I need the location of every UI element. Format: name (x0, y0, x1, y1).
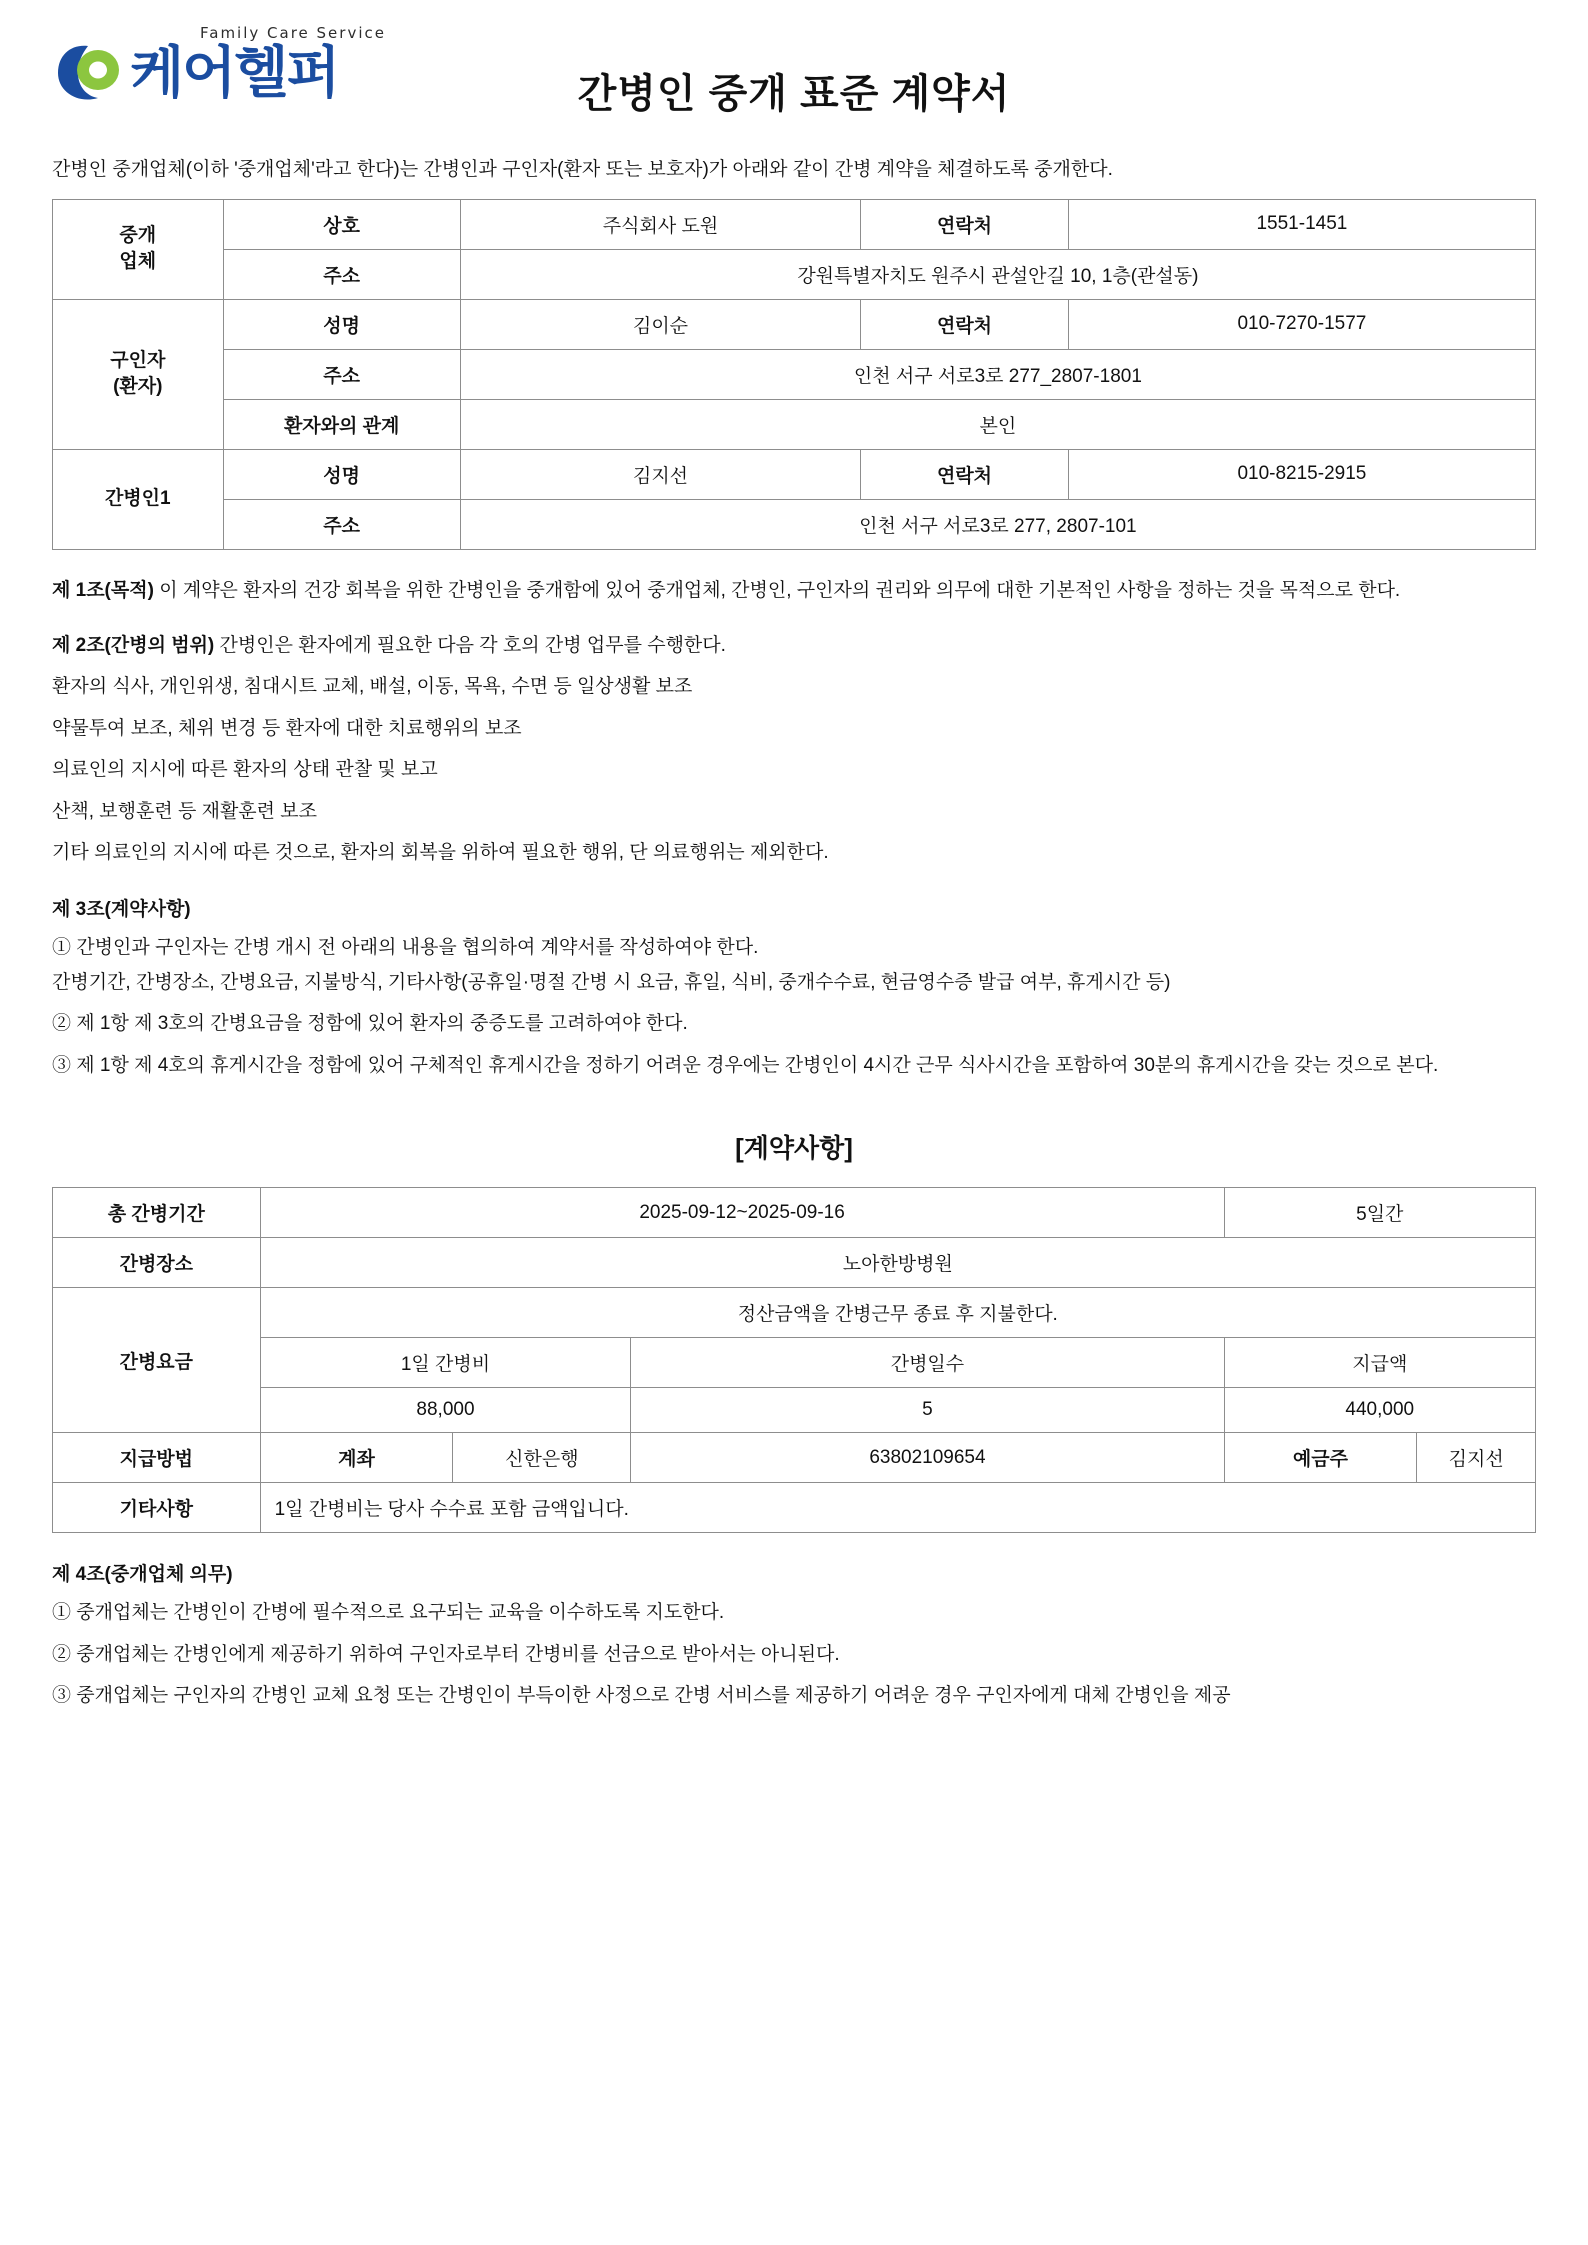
fee-value-total: 440,000 (1224, 1388, 1535, 1433)
period-value: 2025-09-12~2025-09-16 (260, 1188, 1224, 1238)
fee-header-days: 간병일수 (631, 1338, 1224, 1388)
table-row (53, 399, 1536, 449)
holder-name: 김지선 (1417, 1433, 1536, 1483)
article-2 (52, 631, 1536, 660)
article-3-title: 제 3조(계약사항) (52, 898, 191, 920)
table-row (53, 349, 1536, 399)
caregiver-name-value: 김지선 (460, 449, 860, 499)
caregiver-contact-value: 010-8215-2915 (1068, 449, 1535, 499)
table-row (53, 1188, 1536, 1238)
article-4-title: 제 4조(중개업체 의무) (52, 1564, 233, 1586)
article-2-title: 제 2조(간병의 범위) (52, 634, 215, 656)
client-address-value: 인천 서구 서로3로 277_2807-1801 (460, 349, 1535, 399)
agency-name-label: 상호 (223, 199, 460, 249)
caregiver-address-label: 주소 (223, 499, 460, 549)
agency-name-value: 주식회사 도원 (460, 199, 860, 249)
article-2-item-4: 산책, 보행훈련 등 재활훈련 보조 (52, 800, 317, 822)
client-name-value: 김이순 (460, 299, 860, 349)
article-1-title: 제 1조(목적) (52, 579, 154, 601)
caregiver-side-label: 간병인1 (53, 449, 224, 549)
document-header (52, 18, 1536, 130)
article-1-body: 이 계약은 환자의 건강 회복을 위한 간병인을 중개함에 있어 중개업체, 간병인, 구인자의 권리와 의무에 대한 기본적인 사항을 정하는 것을 목적으로 한다. (153, 579, 1401, 601)
article-2-item-5: 기타 의료인의 지시에 따른 것으로, 환자의 회복을 위하여 필요한 행위, 단 의료행위는 제외한다. (52, 842, 829, 864)
fee-header-daily: 1일 간병비 (260, 1338, 631, 1388)
article-2-item-2: 약물투여 보조, 체위 변경 등 환자에 대한 치료행위의 보조 (52, 717, 522, 739)
table-row (53, 499, 1536, 549)
pay-label: 지급방법 (53, 1433, 261, 1483)
table-row (53, 299, 1536, 349)
fee-header-total: 지급액 (1224, 1338, 1535, 1388)
place-label: 간병장소 (53, 1238, 261, 1288)
article-2-item-3: 의료인의 지시에 따른 환자의 상태 관찰 및 보고 (52, 759, 438, 781)
client-name-label: 성명 (223, 299, 460, 349)
fee-label: 간병요금 (53, 1288, 261, 1433)
bank-name: 신한은행 (453, 1433, 631, 1483)
brand-tagline: Family Care Service (200, 24, 386, 42)
article-4-item-1: ① 중개업체는 간병인이 간병에 필수적으로 요구되는 교육을 이수하도록 지도한다. (52, 1602, 725, 1624)
article-3-item-1: ① 간병인과 구인자는 간병 개시 전 아래의 내용을 협의하여 계약서를 작성하여야 한다. (52, 936, 759, 958)
agency-address-value: 강원특별자치도 원주시 관설안길 10, 1층(관설동) (460, 249, 1535, 299)
article-1 (52, 576, 1536, 605)
etc-label: 기타사항 (53, 1483, 261, 1533)
table-row (53, 249, 1536, 299)
article-3-item-2: 간병기간, 간병장소, 간병요금, 지불방식, 기타사항(공휴일·명절 간병 시 요금, 휴일, 식비, 중개수수료, 현금영수증 발급 여부, 휴게시간 등) (52, 972, 1171, 993)
table-row (53, 1483, 1536, 1533)
client-side-label: 구인자 (환자) (53, 299, 224, 449)
fee-value-daily: 88,000 (260, 1388, 631, 1433)
table-row (53, 1388, 1536, 1433)
table-row (53, 1288, 1536, 1338)
place-value: 노아한방병원 (260, 1238, 1535, 1288)
client-relation-label: 환자와의 관계 (223, 399, 460, 449)
agency-address-label: 주소 (223, 249, 460, 299)
period-days: 5일간 (1224, 1188, 1535, 1238)
article-2-item-1: 환자의 식사, 개인위생, 침대시트 교체, 배설, 이동, 목욕, 수면 등 일상생활 보조 (52, 676, 693, 698)
article-3-item-3: ② 제 1항 제 3호의 간병요금을 정함에 있어 환자의 중증도를 고려하여야 한다. (52, 1013, 688, 1035)
contract-table (52, 1187, 1536, 1533)
client-relation-value: 본인 (460, 399, 1535, 449)
account-label: 계좌 (260, 1433, 453, 1483)
table-row (53, 1238, 1536, 1288)
article-4-item-2: ② 중개업체는 간병인에게 제공하기 위하여 구인자로부터 간병비를 선금으로 받아서는 아니된다. (52, 1643, 840, 1665)
client-address-label: 주소 (223, 349, 460, 399)
table-row (53, 1338, 1536, 1388)
table-row (53, 1433, 1536, 1483)
article-3-item-4: ③ 제 1항 제 4호의 휴게시간을 정함에 있어 구체적인 휴게시간을 정하기 어려운 경우에는 간병인이 4시간 근무 식사시간을 포함하여 30분의 휴게시간을 갖는 것으로 본다. (52, 1054, 1439, 1076)
etc-value: 1일 간병비는 당사 수수료 포함 금액입니다. (260, 1483, 1535, 1533)
agency-side-label: 중개 업체 (53, 199, 224, 299)
fee-value-days: 5 (631, 1388, 1224, 1433)
table-row (53, 449, 1536, 499)
article-2-body: 간병인은 환자에게 필요한 다음 각 호의 간병 업무를 수행한다. (214, 634, 726, 656)
agency-contact-value: 1551-1451 (1068, 199, 1535, 249)
contract-section-title: [계약사항] (735, 1133, 853, 1164)
caregiver-name-label: 성명 (223, 449, 460, 499)
client-contact-label: 연락처 (861, 299, 1069, 349)
caregiver-contact-label: 연락처 (861, 449, 1069, 499)
table-row (53, 199, 1536, 249)
fee-note: 정산금액을 간병근무 종료 후 지불한다. (260, 1288, 1535, 1338)
client-contact-value: 010-7270-1577 (1068, 299, 1535, 349)
holder-label: 예금주 (1224, 1433, 1417, 1483)
caregiver-address-value: 인천 서구 서로3로 277, 2807-101 (460, 499, 1535, 549)
brand-name: 케어헬퍼 (130, 41, 339, 104)
agency-contact-label: 연락처 (861, 199, 1069, 249)
party-table (52, 199, 1536, 550)
account-number: 63802109654 (631, 1433, 1224, 1483)
period-label: 총 간병기간 (53, 1188, 261, 1238)
article-4-item-3: ③ 중개업체는 구인자의 간병인 교체 요청 또는 간병인이 부득이한 사정으로 간병 서비스를 제공하기 어려운 경우 구인자에게 대체 간병인을 제공 (52, 1685, 1231, 1707)
intro-text: 간병인 중개업체(이하 '중개업체'라고 한다)는 간병인과 구인자(환자 또는 보호자)가 아래와 같이 간병 계약을 체결하도록 중개한다. (52, 159, 1113, 180)
page-title: 간병인 중개 표준 계약서 (577, 72, 1011, 116)
